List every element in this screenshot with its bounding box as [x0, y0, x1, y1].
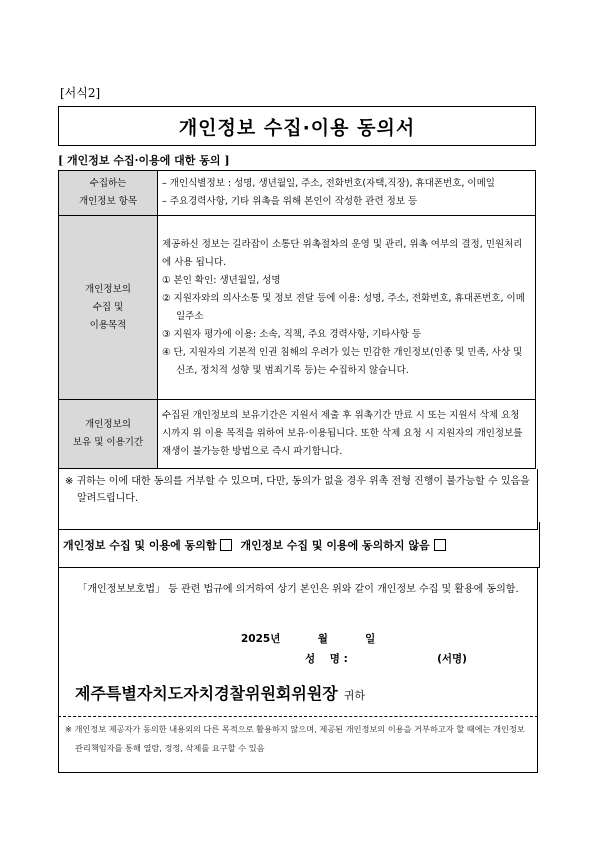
title-text: 개인정보 수집·이용 동의서 — [178, 116, 416, 139]
retention-label: 개인정보의 보유 및 이용기간 — [59, 400, 158, 469]
document-title — [58, 106, 536, 146]
table-row-retention — [59, 400, 536, 469]
items-line: – 주요경력사항, 기타 위촉을 위해 본인이 작성한 관련 정보 등 — [162, 196, 418, 207]
date-day: 일 — [365, 633, 376, 645]
declaration-section — [58, 567, 538, 717]
items-label: 수집하는 개인정보 항목 — [59, 171, 158, 216]
consent-choice-row — [58, 522, 540, 568]
list-item: ① 본인 확인: 생년월일, 성명 — [162, 274, 281, 286]
date-month: 월 — [317, 633, 328, 645]
purpose-list — [162, 272, 531, 380]
recipient — [75, 681, 365, 704]
footnote — [58, 716, 538, 773]
section-heading: [ 개인정보 수집·이용에 대한 동의 ] — [58, 154, 230, 167]
consent-info-table — [58, 170, 536, 469]
list-item: ② 지원자와의 의사소통 및 정보 전달 등에 이용: 성명, 주소, 전화번호, 휴대폰번호, 이메일주소 — [162, 292, 525, 322]
list-item: ④ 단, 지원자의 기본적 인권 침해의 우려가 있는 민감한 개인정보(인종 및 민족, 사상 및 신조, 정치적 성향 및 범죄기록 등)는 수집하지 않습니다. — [162, 346, 523, 376]
purpose-value — [158, 216, 536, 400]
footnote-text: ※ 개인정보 제공자가 동의한 내용외의 다른 목적으로 활용하지 않으며, 제공된 개인정보의 이용을 거부하고자 할 때에는 개인정보 관리책임자를 통해 열람, 정정, 삭제를 요구할 수 있음 — [65, 724, 525, 753]
sign-label: (서명) — [437, 653, 467, 665]
notice-text: ※ 귀하는 이에 대한 동의를 거부할 수 있으며, 다만, 동의가 없을 경우 위촉 전형 진행이 불가능할 수 있음을 알려드립니다. — [65, 476, 530, 504]
recipient-name: 제주특별자치도자치경찰위원회위원장 — [75, 684, 338, 703]
form-number: [서식2] — [60, 86, 101, 100]
agree-checkbox[interactable] — [220, 539, 232, 551]
purpose-intro: 제공하신 정보는 길라잡이 소통단 위촉절차의 운영 및 관리, 위촉 여부의 결정, 민원처리에 사용 됩니다. — [162, 238, 523, 268]
retention-value: 수집된 개인정보의 보유기간은 지원서 제출 후 위촉기간 만료 시 또는 지원서 삭제 요청 시까지 위 이용 목적을 위하여 보유·이용됩니다. 또한 삭제 요청 시 지원자의 개인정보를 재생이 불가능한 방법으로 즉시 파기합니다. — [158, 400, 536, 469]
declaration-text: 「개인정보보호법」 등 관련 법규에 의거하여 상기 본인은 위와 같이 개인정보 수집 및 활용에 동의함. — [77, 584, 519, 595]
disagree-checkbox[interactable] — [434, 539, 446, 551]
purpose-label: 개인정보의 수집 및 이용목적 — [59, 216, 158, 400]
items-line: – 개인식별정보 : 성명, 생년월일, 주소, 전화번호(자택,직장), 휴대폰번호, 이메일 — [162, 178, 495, 189]
agree-label: 개인정보 수집 및 이용에 동의함 — [63, 538, 217, 552]
items-value — [158, 171, 536, 216]
table-row-purpose — [59, 216, 536, 400]
signature-line — [305, 651, 467, 666]
date-year: 2025년 — [241, 633, 281, 645]
date-line — [241, 631, 375, 646]
recipient-suffix: 귀하 — [343, 689, 366, 702]
refusal-notice — [58, 469, 538, 530]
list-item: ③ 지원자 평가에 이용: 소속, 직책, 주요 경력사항, 기타사항 등 — [162, 328, 422, 340]
disagree-label: 개인정보 수집 및 이용에 동의하지 않음 — [240, 538, 430, 552]
name-label: 성 명 : — [305, 653, 348, 665]
table-row-items — [59, 171, 536, 216]
